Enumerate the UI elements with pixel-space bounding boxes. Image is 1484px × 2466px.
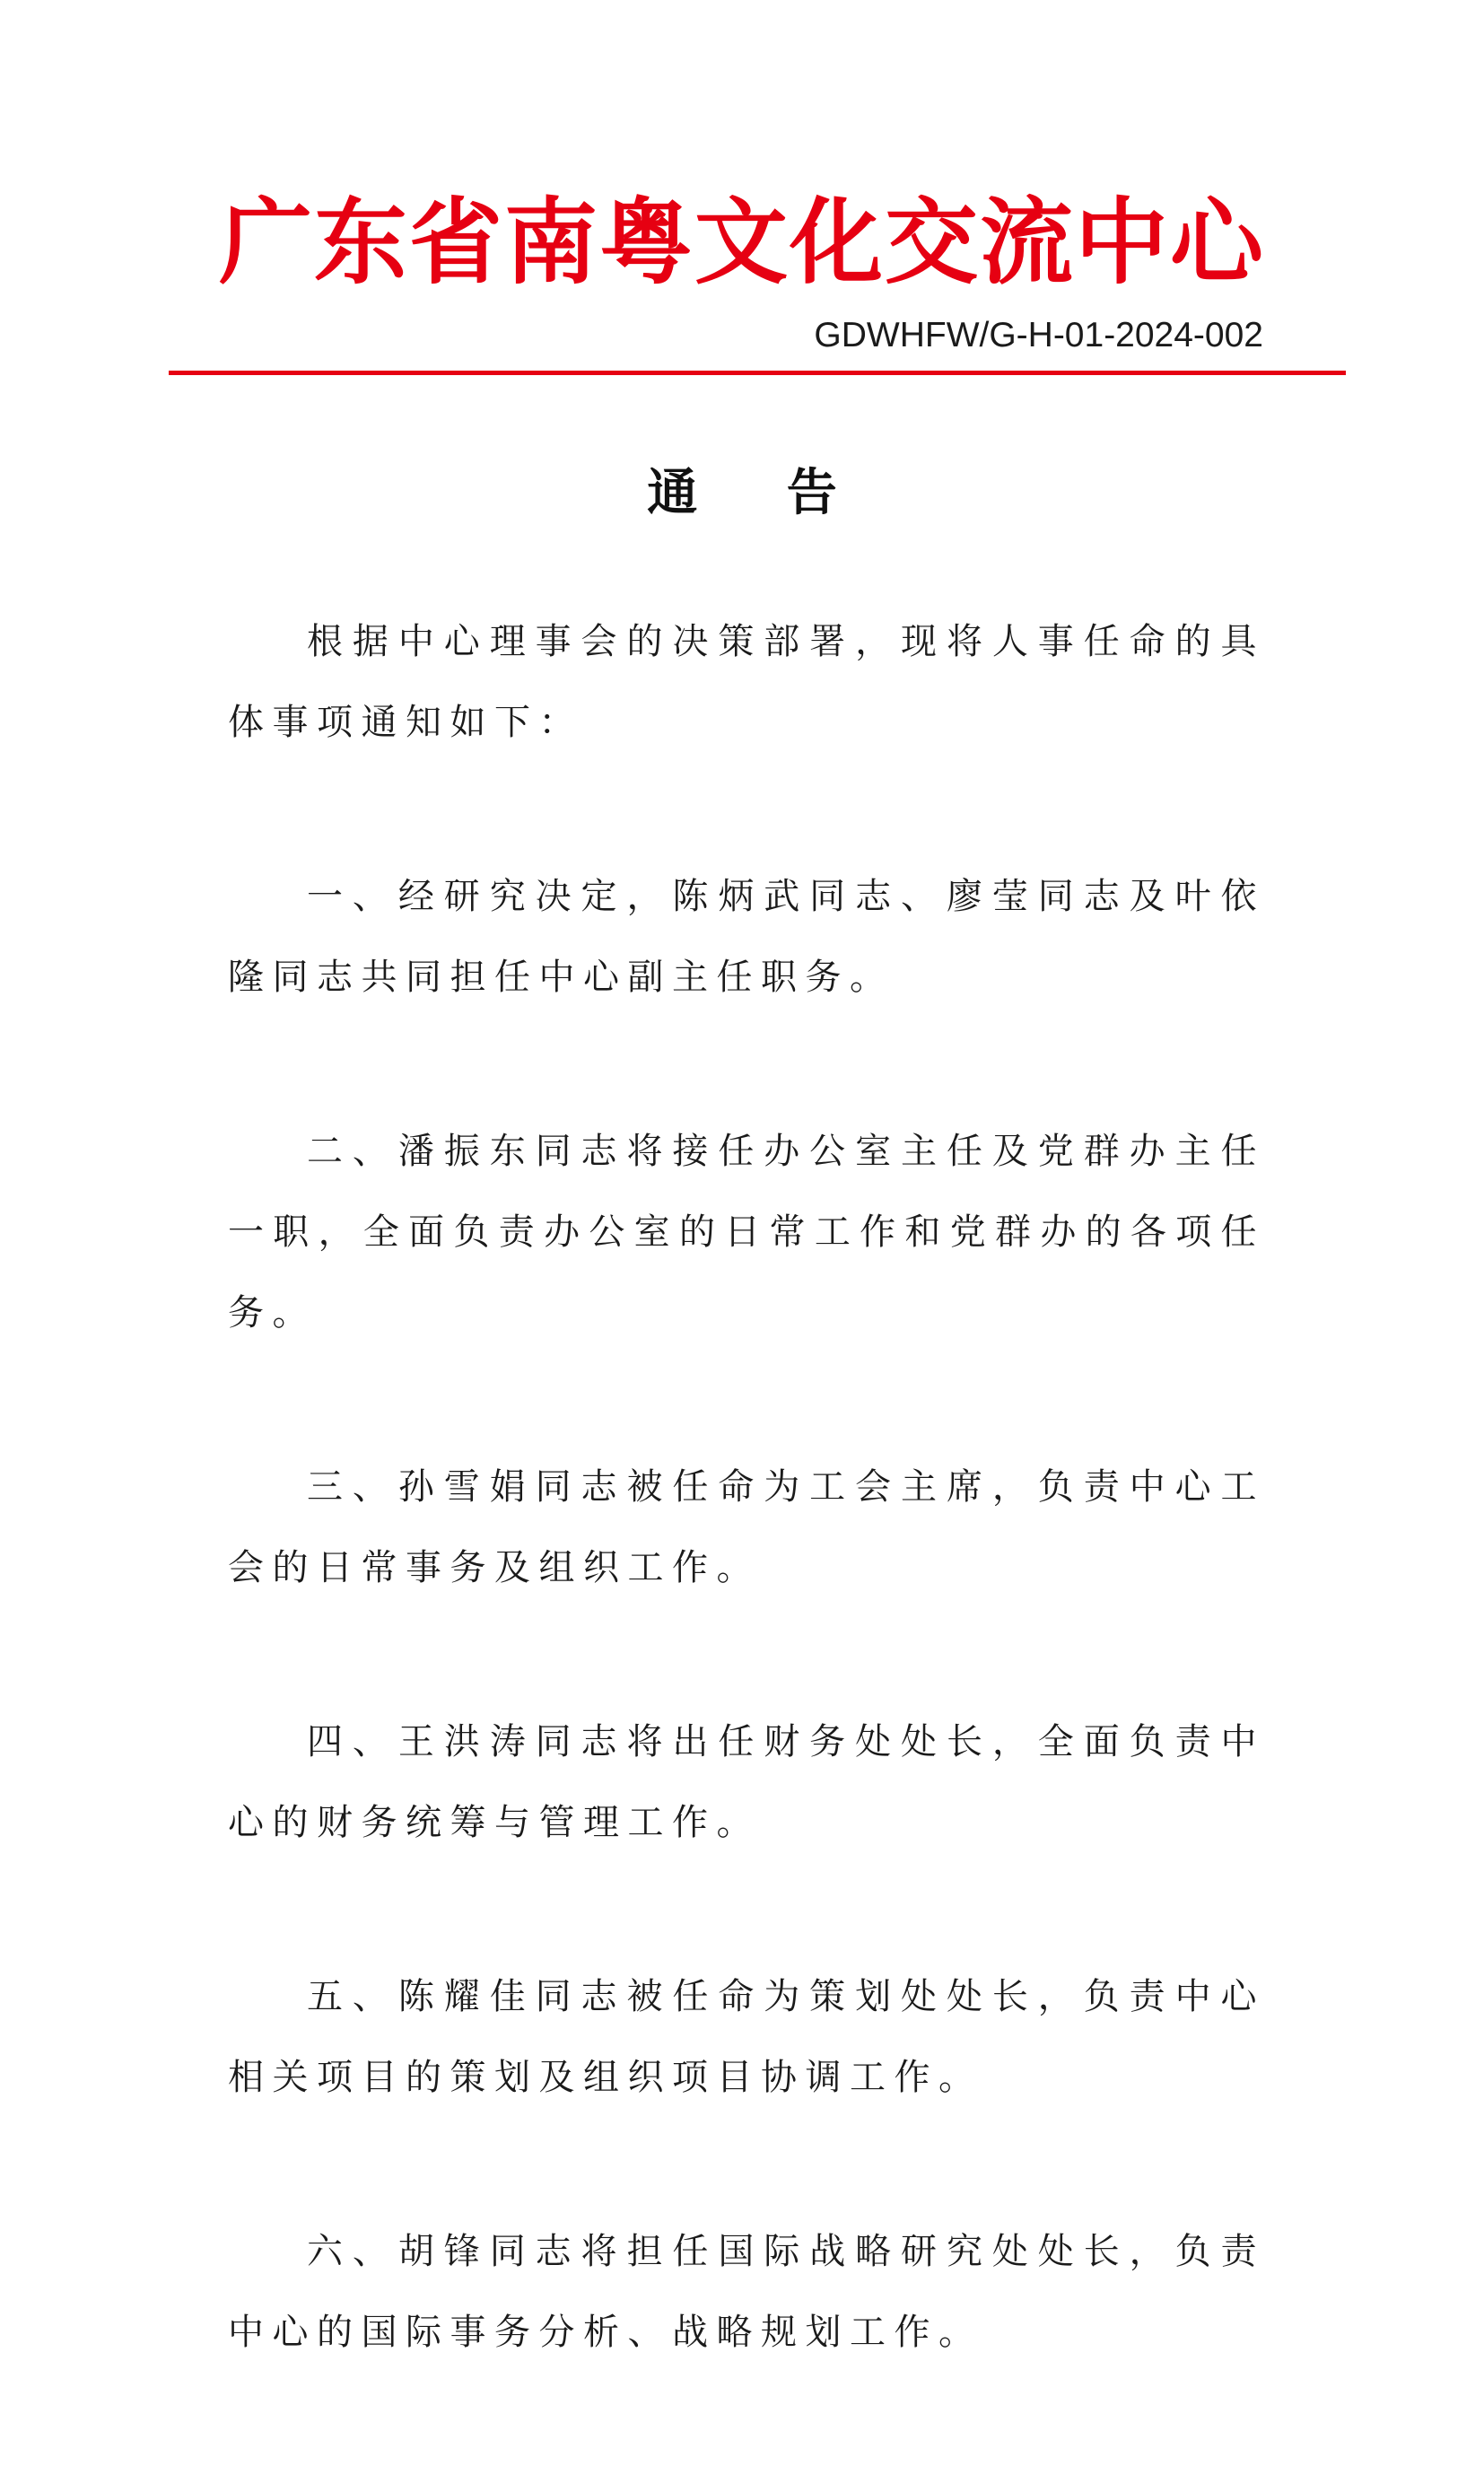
appointment-item-2: 二、潘振东同志将接任办公室主任及党群办主任一职，全面负责办公室的日常工作和党群办的各项任务。 [228,1131,1265,1334]
intro-paragraph: 根据中心理事会的决策部署，现将人事任命的具体事项通知如下： [228,621,1265,743]
organization-title: 广东省南粤文化交流中心 [218,188,1265,297]
red-divider-line [169,371,1346,375]
document-number: GDWHFW/G-H-01-2024-002 [814,316,1263,354]
appointment-item-3: 三、孙雪娟同志被任命为工会主席，负责中心工会的日常事务及组织工作。 [228,1466,1265,1588]
notice-body [228,601,1265,2466]
appointment-item-5: 五、陈耀佳同志被任命为策划处处长，负责中心相关项目的策划及组织项目协调工作。 [228,1976,1265,2098]
appointment-item-4: 四、王洪涛同志将出任财务处处长，全面负责中心的财务统筹与管理工作。 [228,1721,1265,1843]
appointment-item-6: 六、胡锋同志将担任国际战略研究处处长，负责中心的国际事务分析、战略规划工作。 [228,2231,1265,2353]
appointment-item-1: 一、经研究决定，陈炳武同志、廖莹同志及叶依隆同志共同担任中心副主任职务。 [228,876,1265,998]
notice-title: 通 告 [647,464,873,522]
